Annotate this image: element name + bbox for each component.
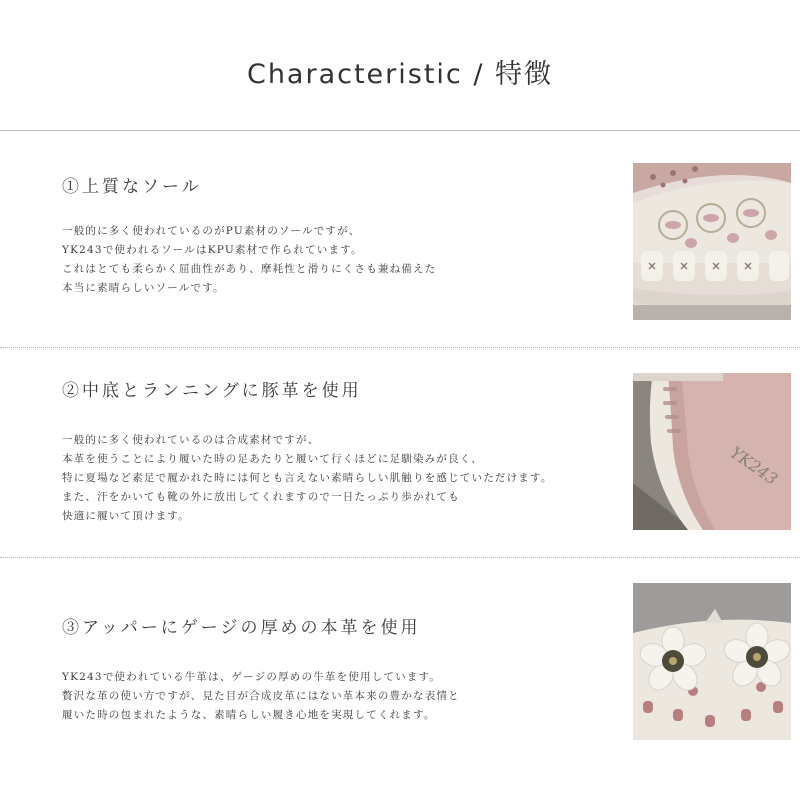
body-line: 贅沢な革の使い方ですが、見た目が合成皮革にはない革本来の豊かな表情と xyxy=(62,690,460,702)
insole-photo xyxy=(633,373,791,530)
section-insole xyxy=(0,347,800,557)
body-line: 本当に素晴らしいソールです。 xyxy=(62,282,225,294)
body-line: これはとても柔らかく屈曲性があり、摩耗性と滑りにくさも兼ね備えた xyxy=(62,263,437,275)
brand-mark: YK243 xyxy=(726,442,782,489)
section-title: ②中底とランニングに豚革を使用 xyxy=(62,381,362,401)
section-title: ③アッパーにゲージの厚めの本革を使用 xyxy=(62,618,421,638)
body-line: 一般的に多く使われているのは合成素材ですが、 xyxy=(62,434,320,446)
section-body xyxy=(62,668,622,725)
body-line: 履いた時の包まれたような、素晴らしい履き心地を実現してくれます。 xyxy=(62,709,436,721)
body-line: 特に夏場など素足で履かれた時には何とも言えない素晴らしい肌触りを感じていただけます。 xyxy=(62,472,553,484)
section-sole xyxy=(0,130,800,347)
body-line: 本革を使うことにより履いた時の足あたりと履いて行くほどに足馴染みが良く、 xyxy=(62,453,483,465)
page-title: Characteristic / 特徴 xyxy=(246,59,554,90)
section-body xyxy=(62,431,622,526)
body-line: また、汗をかいても靴の外に放出してくれますので一日たっぷり歩かれても xyxy=(62,491,460,503)
section-upper xyxy=(0,557,800,800)
shoe-sole-photo xyxy=(633,163,791,320)
flower-upper-photo xyxy=(633,583,791,740)
section-body xyxy=(62,222,622,298)
body-line: 一般的に多く使われているのがPU素材のソールですが、 xyxy=(62,225,361,237)
body-line: YK243で使われている牛革は、ゲージの厚めの牛革を使用しています。 xyxy=(62,671,442,683)
body-line: 快適に履いて頂けます。 xyxy=(62,510,190,522)
body-line: YK243で使われるソールはKPU素材で作られています。 xyxy=(62,244,363,256)
section-title: ①上質なソール xyxy=(62,177,202,197)
